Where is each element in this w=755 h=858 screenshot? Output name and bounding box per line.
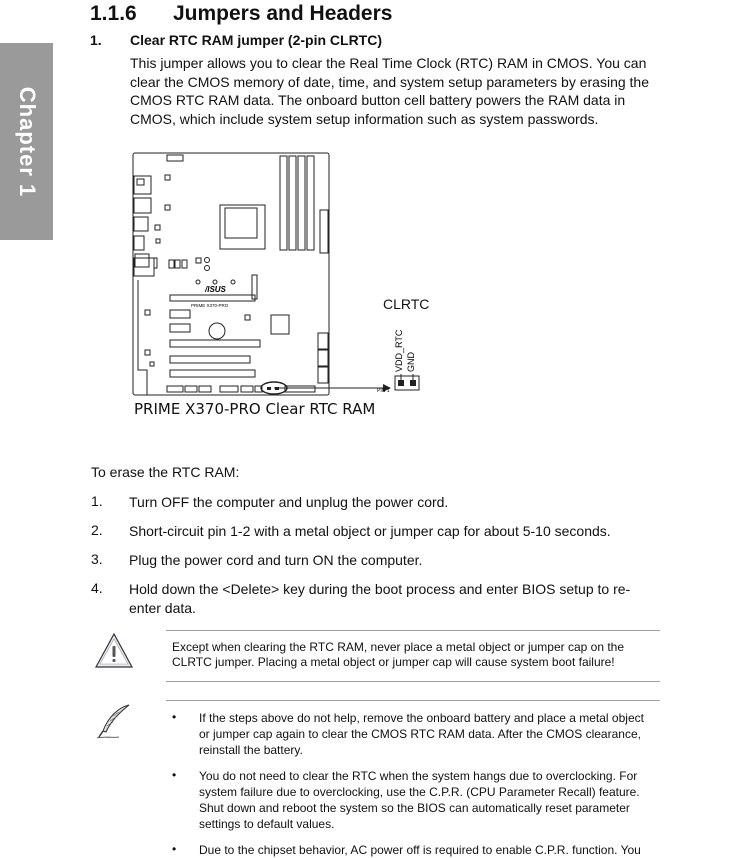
note-divider: [166, 681, 660, 682]
pin-label-vdd: VDD_RTC: [394, 329, 404, 372]
warning-note-text: Except when clearing the RTC RAM, never place a metal object or jumper cap on the CLRTC jumper. Placing a metal object or jumper cap will cause system boot failure!: [172, 640, 625, 669]
motherboard-diagram: [125, 150, 435, 400]
dimm-slot: [298, 156, 305, 250]
erase-intro: To erase the RTC RAM:: [91, 464, 240, 480]
pin-one-label: PIN 1: [377, 388, 390, 394]
step-number: 3.: [91, 551, 103, 567]
board-outline: [133, 153, 329, 395]
note-divider: [166, 630, 660, 631]
tip-text: Due to the chipset behavior, AC power off is required to enable C.P.R. function. You: [199, 843, 641, 857]
board-model-text: PRIME X370-PRO: [191, 303, 229, 308]
dimm-slot: [289, 156, 296, 250]
bullet-symbol: •: [172, 710, 177, 724]
step-text: Hold down the <Delete> key during the boot process and enter BIOS setup to re-enter data.: [129, 581, 631, 616]
section-title: Jumpers and Headers: [173, 2, 393, 25]
pcie-slot: [170, 340, 260, 347]
pin-label-gnd: GND: [406, 352, 416, 372]
warning-triangle-icon: [93, 631, 135, 671]
pcie-slot: [170, 356, 250, 363]
pcie-slot: [170, 370, 255, 377]
tip-text: If the steps above do not help, remove the onboard battery and place a metal object or jumper cap again to clear the CMOS RTC RAM data. After the CMOS clearance, reinstall the battery.: [199, 711, 644, 757]
chipset: [271, 315, 289, 334]
chapter-tab-label: Chapter 1: [14, 86, 40, 197]
dimm-slot: [307, 156, 314, 250]
bullet-symbol: •: [172, 768, 177, 782]
note-divider: [166, 700, 660, 701]
pcie-slot: [170, 295, 255, 301]
step-number: 4.: [91, 580, 103, 596]
quill-pen-icon: [93, 701, 135, 741]
step-number: 2.: [91, 522, 103, 538]
intro-paragraph: This jumper allows you to clear the Real Time Clock (RTC) RAM in CMOS. You can clear the CMOS memory of date, time, and system setup parameters by erasing the CMOS RTC RAM data. The onboard button cell battery powers the RAM data in CMOS, which include system setup information such as system passwords.: [130, 55, 649, 127]
step-text: Short-circuit pin 1-2 with a metal object or jumper cap for about 5-10 seconds.: [129, 523, 611, 539]
subsection-title: Clear RTC RAM jumper (2-pin CLRTC): [130, 32, 382, 48]
board-logo: /ISUS: [205, 285, 226, 294]
tip-text: You do not need to clear the RTC when the system hangs due to overclocking. For system failure due to overclocking, use the C.P.R. (CPU Parameter Recall) feature. Shut down and reboot the system so the BIOS can automatically reset parameter settings to default values.: [199, 769, 640, 831]
bullet-symbol: •: [172, 842, 177, 856]
subsection-number: 1.: [90, 32, 102, 48]
step-text: Turn OFF the computer and unplug the power cord.: [129, 494, 449, 510]
clrtc-label: CLRTC: [383, 296, 430, 312]
figure-caption: PRIME X370-PRO Clear RTC RAM: [134, 400, 376, 418]
dimm-slot: [280, 156, 287, 250]
top-connector: [167, 155, 183, 161]
step-text: Plug the power cord and turn ON the computer.: [129, 552, 423, 568]
step-number: 1.: [91, 493, 103, 509]
chapter-tab: [0, 43, 53, 240]
cpu-socket: [220, 205, 265, 249]
atx-power-connector: [320, 210, 328, 253]
section-number: 1.1.6: [90, 2, 137, 25]
